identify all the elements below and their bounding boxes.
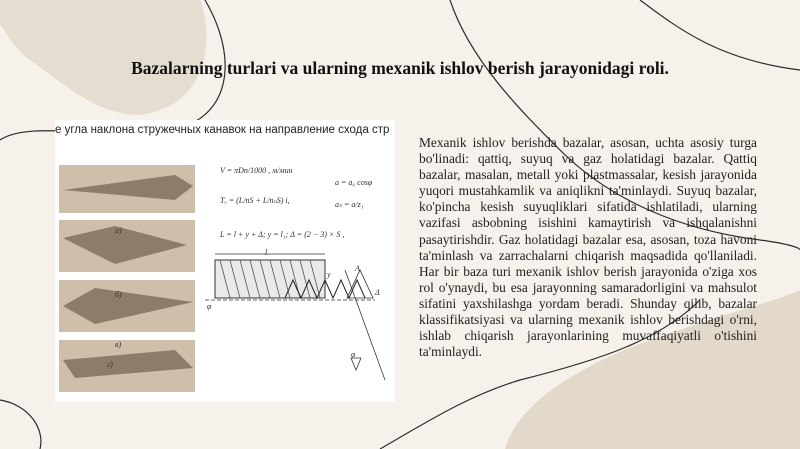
formula-feed-per-tooth: aₛ = a/z₁ <box>335 200 364 209</box>
formula-length: L = l + y + Δ; y = l₁; Δ = (2 − 3) × S , <box>220 230 345 239</box>
label-v: в) <box>115 340 122 349</box>
label-l: l <box>265 248 268 257</box>
label-b: б) <box>115 290 122 299</box>
label-delta: Δ <box>375 288 380 297</box>
formula-time: Tₒ = (L/nS + L/nₙS) i, <box>220 196 290 205</box>
label-phi: φ <box>207 302 212 311</box>
formula-feed: a = a₀ cosφ <box>335 178 373 187</box>
technical-figure <box>55 120 395 402</box>
feed-arrow <box>345 270 385 380</box>
figure-caption: е угла наклона стружечных канавок на направление схода стр <box>55 124 390 136</box>
figure-drawing <box>55 120 395 402</box>
label-phi-2: φ <box>351 350 356 359</box>
label-A: A <box>355 264 360 273</box>
formula-speed: V = πDn/1000 , м/мин <box>220 166 293 175</box>
background-curve-4 <box>0 400 41 449</box>
label-a: а) <box>115 226 122 235</box>
slide-title: Bazalarning turlari va ularning mexanik ishlov berish jarayonidagi roli. <box>131 58 669 78</box>
body-paragraph: Mexanik ishlov berishda bazalar, asosan, uchta asosiy turga bo'linadi: qattiq, suyuq va gaz holatidagi bazalar. Qattiq bazalar, masalan, metall yoki plastmassalar, kesish jarayonida yuqori mustahkamlik va aniqlikni ta'minlaydi. Suyuq bazalar, ko'pincha kesish suyuqliklari sifatida ishlatiladi, ularning vazifasi asbobning isishini kamaytirish va ishqalanishni pasaytirishdir. Gaz holatidagi bazalar esa, asosan, toza havoni ta'minlash va zarrachalarni chiqarish maqsadida qo'llaniladi. Har bir baza turi mexanik ishlov berish jarayonida o'ziga xos rol o'ynaydi, bu esa jarayonning samaradorligini va mahsulot sifatini yaxshilashga yordam beradi. Shunday qilib, bazalar klassifikatsiyasi va ularning mexanik ishlov berishdagi o'rni, ishlab chiqarish jarayonlarining muvaffaqiyatli o'tishini ta'minlaydi. <box>419 135 757 360</box>
angle-marker <box>351 358 361 370</box>
label-g: г) <box>107 360 113 369</box>
label-y: y <box>327 270 331 279</box>
